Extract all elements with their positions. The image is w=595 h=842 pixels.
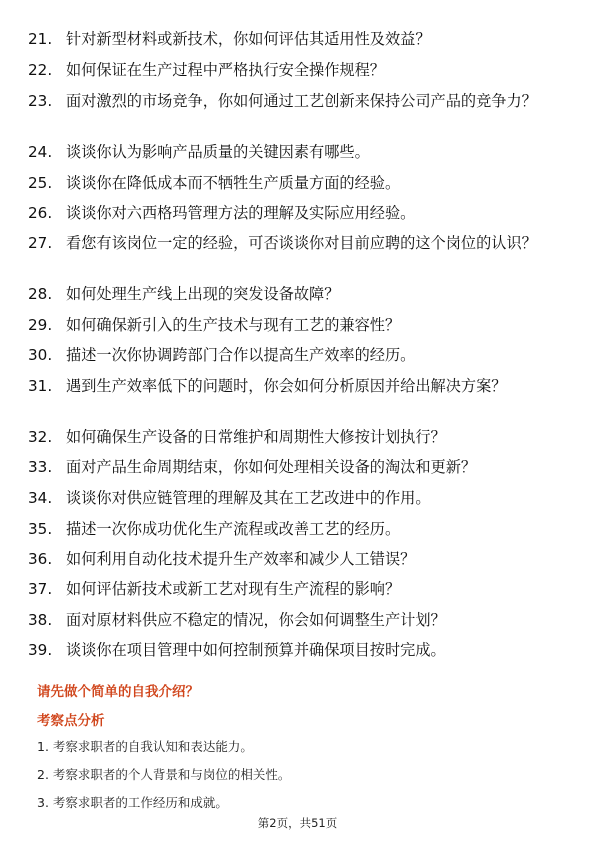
question-item xyxy=(28,27,558,52)
question-number: 37. xyxy=(28,580,53,598)
question-number: 27. xyxy=(28,234,53,252)
question-text: 针对新型材料或新技术，你如何评估其适用性及效益？ xyxy=(66,30,431,48)
question-number: 31. xyxy=(28,377,53,395)
question-number: 23. xyxy=(28,92,53,110)
question-number: 36. xyxy=(28,550,53,568)
question-text: 如何确保生产设备的日常维护和周期性大修按计划执行？ xyxy=(66,428,446,446)
section-question-title: 请先做个简单的自我介绍？ xyxy=(37,684,199,700)
analysis-point: 2. 考察求职者的个人背景和与岗位的相关性。 xyxy=(37,767,291,782)
question-item xyxy=(28,282,558,307)
question-item xyxy=(28,171,558,196)
question-item xyxy=(28,638,558,663)
question-item xyxy=(28,89,558,114)
question-text: 面对激烈的市场竞争，你如何通过工艺创新来保持公司产品的竞争力？ xyxy=(66,92,537,110)
question-number: 22. xyxy=(28,61,53,79)
question-text: 如何保证在生产过程中严格执行安全操作规程？ xyxy=(66,61,385,79)
question-text: 如何确保新引入的生产技术与现有工艺的兼容性？ xyxy=(66,316,401,334)
question-text: 如何评估新技术或新工艺对现有生产流程的影响？ xyxy=(66,580,401,598)
analysis-heading: 考察点分析 xyxy=(37,713,105,729)
question-item xyxy=(28,231,558,256)
question-number: 35. xyxy=(28,520,53,538)
question-text: 面对原材料供应不稳定的情况，你会如何调整生产计划？ xyxy=(66,611,446,629)
question-text: 描述一次你成功优化生产流程或改善工艺的经历。 xyxy=(66,520,401,538)
question-item xyxy=(28,608,558,633)
question-item xyxy=(28,455,558,480)
question-item xyxy=(28,374,558,399)
question-number: 33. xyxy=(28,458,53,476)
question-number: 24. xyxy=(28,143,53,161)
question-item xyxy=(28,425,558,450)
question-number: 34. xyxy=(28,489,53,507)
question-text: 谈谈你在降低成本而不牺牲生产质量方面的经验。 xyxy=(66,174,401,192)
question-text: 谈谈你对供应链管理的理解及其在工艺改进中的作用。 xyxy=(66,489,431,507)
question-number: 21. xyxy=(28,30,53,48)
question-item xyxy=(28,201,558,226)
question-item xyxy=(28,140,558,165)
question-number: 26. xyxy=(28,204,53,222)
analysis-point: 1. 考察求职者的自我认知和表达能力。 xyxy=(37,739,253,754)
question-item xyxy=(28,547,558,572)
question-item xyxy=(28,517,558,542)
question-text: 如何利用自动化技术提升生产效率和减少人工错误？ xyxy=(66,550,416,568)
question-number: 32. xyxy=(28,428,53,446)
question-item xyxy=(28,343,558,368)
question-text: 遇到生产效率低下的问题时，你会如何分析原因并给出解决方案？ xyxy=(66,377,507,395)
analysis-point: 3. 考察求职者的工作经历和成就。 xyxy=(37,795,228,810)
question-number: 39. xyxy=(28,641,53,659)
page-footer: 第2页，共51页 xyxy=(257,816,338,830)
question-text: 谈谈你认为影响产品质量的关键因素有哪些。 xyxy=(66,143,370,161)
question-item xyxy=(28,58,558,83)
question-item xyxy=(28,313,558,338)
question-text: 如何处理生产线上出现的突发设备故障？ xyxy=(66,285,340,303)
question-text: 面对产品生命周期结束，你如何处理相关设备的淘汰和更新？ xyxy=(66,458,477,476)
question-text: 谈谈你在项目管理中如何控制预算并确保项目按时完成。 xyxy=(66,641,446,659)
question-number: 29. xyxy=(28,316,53,334)
question-number: 30. xyxy=(28,346,53,364)
question-number: 28. xyxy=(28,285,53,303)
question-number: 38. xyxy=(28,611,53,629)
question-text: 谈谈你对六西格玛管理方法的理解及实际应用经验。 xyxy=(66,204,416,222)
question-item xyxy=(28,486,558,511)
question-item xyxy=(28,577,558,602)
question-number: 25. xyxy=(28,174,53,192)
question-text: 描述一次你协调跨部门合作以提高生产效率的经历。 xyxy=(66,346,416,364)
question-text: 看您有该岗位一定的经验，可否谈谈你对目前应聘的这个岗位的认识？ xyxy=(66,234,537,252)
